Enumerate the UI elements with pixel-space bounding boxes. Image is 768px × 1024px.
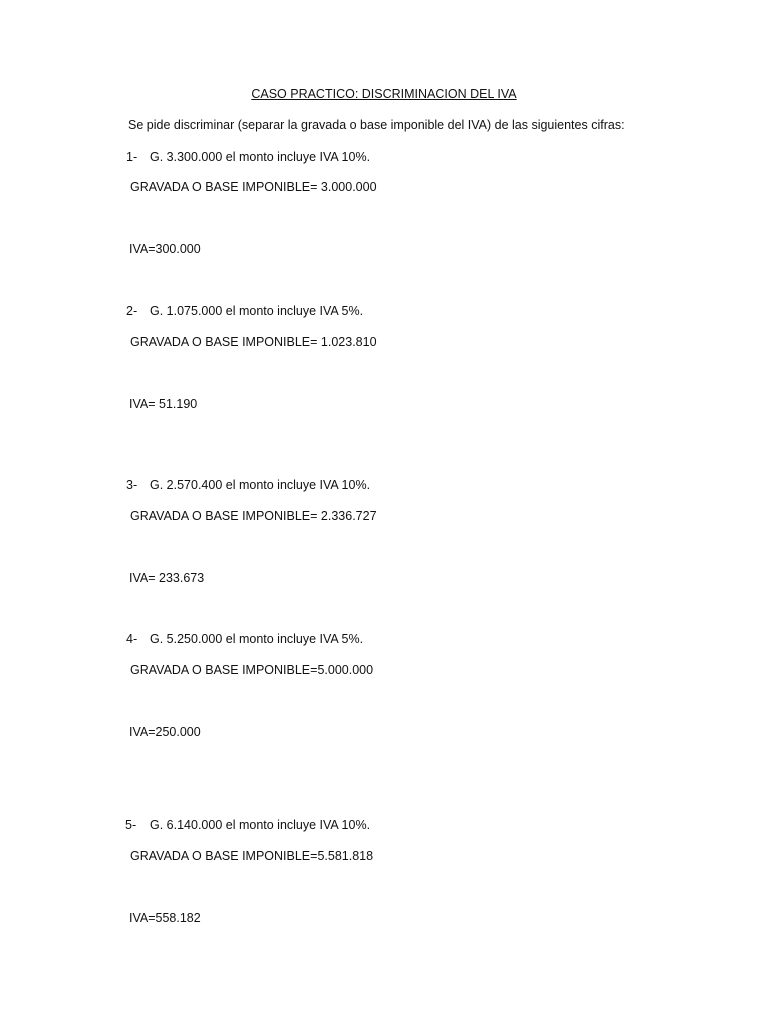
item-4-statement: G. 5.250.000 el monto incluye IVA 5%.	[150, 632, 364, 646]
item-2-statement: G. 1.075.000 el monto incluye IVA 5%.	[150, 304, 364, 318]
item-3-statement: G. 2.570.400 el monto incluye IVA 10%.	[150, 478, 371, 492]
item-2-gravada: GRAVADA O BASE IMPONIBLE= 1.023.810	[130, 335, 377, 349]
item-5-iva: IVA=558.182	[129, 911, 201, 925]
item-1-iva: IVA=300.000	[129, 242, 201, 256]
item-5-statement: G. 6.140.000 el monto incluye IVA 10%.	[150, 818, 371, 832]
item-4-number: 4-	[126, 632, 138, 646]
item-2-iva: IVA= 51.190	[129, 397, 198, 411]
document-intro: Se pide discriminar (separar la gravada o base imponible del IVA) de las siguientes cifras:	[128, 118, 625, 132]
document-title: CASO PRACTICO: DISCRIMINACION DEL IVA	[251, 87, 517, 101]
item-4-gravada: GRAVADA O BASE IMPONIBLE=5.000.000	[130, 663, 374, 677]
item-3-iva: IVA= 233.673	[129, 571, 205, 585]
item-1-number: 1-	[126, 150, 138, 164]
item-3-number: 3-	[126, 478, 138, 492]
item-1-statement: G. 3.300.000 el monto incluye IVA 10%.	[150, 150, 371, 164]
item-5-gravada: GRAVADA O BASE IMPONIBLE=5.581.818	[130, 849, 374, 863]
item-1-gravada: GRAVADA O BASE IMPONIBLE= 3.000.000	[130, 180, 377, 194]
item-3-gravada: GRAVADA O BASE IMPONIBLE= 2.336.727	[130, 509, 377, 523]
item-2-number: 2-	[126, 304, 138, 318]
item-5-number: 5-	[125, 818, 137, 832]
item-4-iva: IVA=250.000	[129, 725, 201, 739]
